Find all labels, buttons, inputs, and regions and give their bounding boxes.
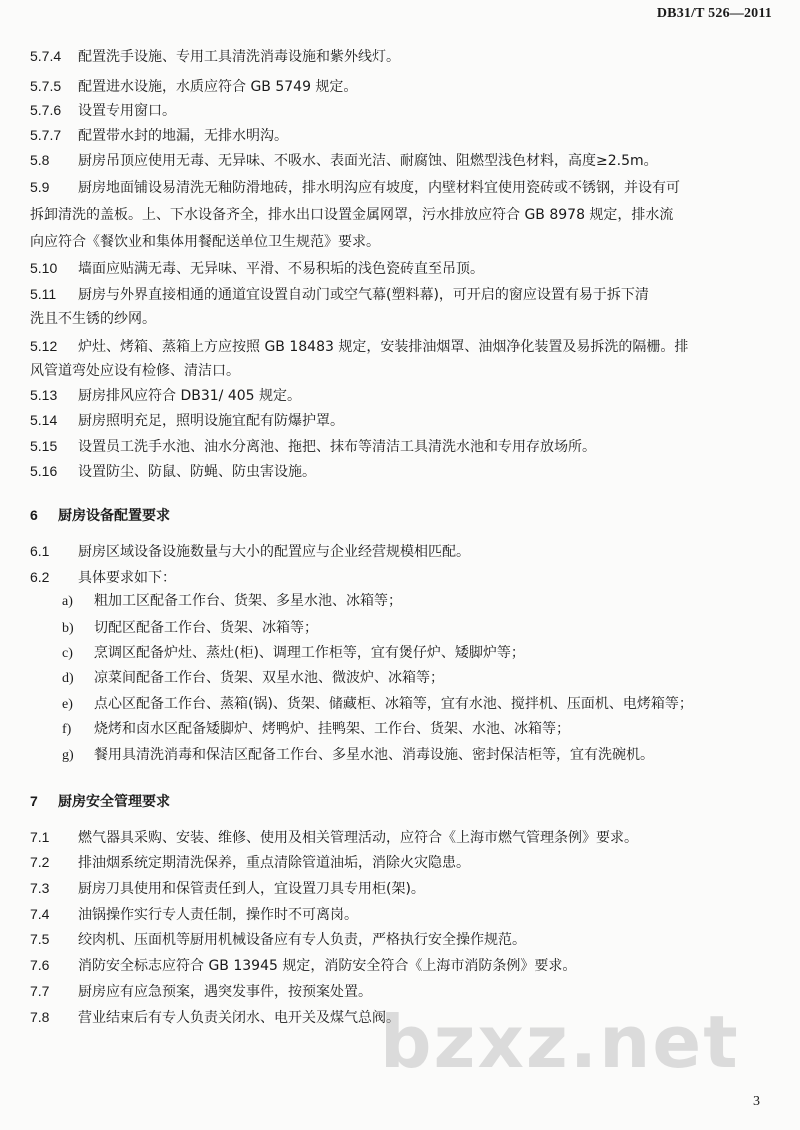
page-number: 3 [753,1094,760,1109]
clause-number: 5.9 [30,179,50,195]
clause-text: 厨房吊顶应使用无毒、无异味、不吸水、表面光洁、耐腐蚀、阻燃型浅色材料，高度≥2.5m。 [78,153,658,169]
clause-number: 5.15 [30,438,58,454]
section-number: 7 [30,793,38,809]
clause-number: 5.8 [30,152,50,168]
clause-text: 排油烟系统定期清洗保养，重点清除管道油垢，消除火灾隐患。 [78,855,470,871]
clause-number: 5.13 [30,387,58,403]
clause-text: 燃气器具采购、安装、维修、使用及相关管理活动，应符合《上海市燃气管理条例》要求。 [78,830,638,846]
clause-number: 7.6 [30,957,50,973]
list-label: f) [62,722,72,737]
clause-text: 设置专用窗口。 [78,103,176,119]
clause-7-6 [30,955,772,976]
clause-5-8 [30,150,772,171]
clause-number: 7.5 [30,931,50,947]
list-item-b [62,618,318,639]
list-item-f [62,719,570,740]
clause-text: 配置带水封的地漏，无排水明沟。 [78,128,288,144]
site-watermark: bzxz.net [380,1000,740,1084]
section-7-heading [30,791,772,812]
clause-5-7-4 [30,46,772,67]
clause-number: 5.7.6 [30,102,62,118]
list-text: 烹调区配备炉灶、蒸灶(柜)、调理工作柜等，宜有煲仔炉、矮脚炉等； [94,645,525,661]
standard-code-header: DB31/T 526—2011 [656,6,772,21]
list-label: g) [62,748,74,763]
clause-number: 5.7.7 [30,127,62,143]
clause-number: 5.7.5 [30,78,62,94]
clause-5-12-continued: 风管道弯处应设有检修、清洁口。 [30,363,240,379]
clause-5-9-continued: 向应符合《餐饮业和集体用餐配送单位卫生规范》要求。 [30,234,380,250]
clause-text: 厨房与外界直接相通的通道宜设置自动门或空气幕(塑料幕)，可开启的窗应设置有易于拆下清 [78,287,649,303]
section-title: 厨房安全管理要求 [58,794,170,810]
clause-number: 5.16 [30,463,58,479]
list-label: a) [62,594,73,609]
clause-7-3 [30,878,772,899]
list-text: 点心区配备工作台、蒸箱(锅)、货架、储藏柜、冰箱等，宜有水池、搅拌机、压面机、电烤箱等； [94,696,693,712]
clause-text: 厨房照明充足，照明设施宜配有防爆护罩。 [78,413,344,429]
clause-number: 7.4 [30,906,50,922]
list-text: 烧烤和卤水区配备矮脚炉、烤鸭炉、挂鸭架、工作台、货架、水池、冰箱等； [94,721,570,737]
list-item-e [62,694,693,715]
clause-text: 设置员工洗手水池、油水分离池、拖把、抹布等清洁工具清洗水池和专用存放场所。 [78,439,596,455]
clause-text: 厨房地面铺设易清洗无釉防滑地砖，排水明沟应有坡度，内壁材料宜使用瓷砖或不锈钢，并设有可 [78,180,680,196]
clause-5-9 [30,177,772,198]
clause-number: 7.2 [30,854,50,870]
clause-text: 炉灶、烤箱、蒸箱上方应按照 GB 18483 规定，安装排油烟罩、油烟净化装置及易拆洗的隔栅。排 [78,339,689,355]
clause-number: 5.7.4 [30,48,62,64]
list-text: 粗加工区配备工作台、货架、多星水池、冰箱等； [94,593,402,609]
clause-5-11-continued: 洗且不生锈的纱网。 [30,311,156,327]
list-label: c) [62,646,73,661]
clause-text: 墙面应贴满无毒、无异味、平滑、不易积垢的浅色瓷砖直至吊顶。 [78,261,484,277]
list-text: 餐用具清洗消毒和保洁区配备工作台、多星水池、消毒设施、密封保洁柜等，宜有洗碗机。 [94,747,654,763]
clause-number: 7.7 [30,983,50,999]
list-item-d [62,668,444,689]
clause-7-2 [30,852,772,873]
clause-text: 具体要求如下： [78,570,176,586]
clause-number: 7.1 [30,829,50,845]
clause-number: 5.14 [30,412,58,428]
clause-text: 消防安全标志应符合 GB 13945 规定，消防安全符合《上海市消防条例》要求。 [78,958,577,974]
clause-text: 厨房刀具使用和保管责任到人，宜设置刀具专用柜(架)。 [78,881,425,897]
list-text: 切配区配备工作台、货架、冰箱等； [94,620,318,636]
clause-text: 油锅操作实行专人责任制，操作时不可离岗。 [78,907,358,923]
clause-text: 设置防尘、防鼠、防蝇、防虫害设施。 [78,464,316,480]
list-item-a [62,591,402,612]
clause-5-15 [30,436,772,457]
clause-number: 7.3 [30,880,50,896]
list-item-c [62,643,525,664]
clause-7-7 [30,981,772,1002]
clause-5-13 [30,385,772,406]
list-label: b) [62,621,74,636]
clause-text: 配置进水设施，水质应符合 GB 5749 规定。 [78,79,358,95]
clause-text: 厨房区域设备设施数量与大小的配置应与企业经营规模相匹配。 [78,544,470,560]
clause-5-12 [30,336,772,357]
clause-number: 5.10 [30,260,58,276]
list-item-g [62,745,654,766]
clause-text: 厨房应有应急预案，遇突发事件，按预案处置。 [78,984,372,1000]
clause-text: 配置洗手设施、专用工具清洗消毒设施和紫外线灯。 [78,49,400,65]
clause-6-2 [30,567,772,588]
clause-5-11 [30,284,772,305]
clause-number: 6.1 [30,543,50,559]
clause-text: 厨房排风应符合 DB31/ 405 规定。 [78,388,301,404]
list-label: e) [62,697,73,712]
clause-5-7-5 [30,76,772,97]
section-title: 厨房设备配置要求 [58,508,170,524]
clause-5-7-6 [30,100,772,121]
clause-5-9-continued: 拆卸清洗的盖板。上、下水设备齐全，排水出口设置金属网罩，污水排放应符合 GB 8978 规定，排水流 [30,207,674,223]
clause-6-1 [30,541,772,562]
clause-5-16 [30,461,772,482]
clause-number: 5.11 [30,286,57,302]
section-6-heading [30,505,772,526]
clause-text: 绞肉机、压面机等厨用机械设备应有专人负责，严格执行安全操作规范。 [78,932,526,948]
clause-number: 5.12 [30,338,58,354]
clause-7-4 [30,904,772,925]
list-text: 凉菜间配备工作台、货架、双星水池、微波炉、冰箱等； [94,670,444,686]
section-number: 6 [30,507,38,523]
clause-text: 营业结束后有专人负责关闭水、电开关及煤气总阀。 [78,1010,400,1026]
clause-7-1 [30,827,772,848]
clause-5-7-7 [30,125,772,146]
clause-7-5 [30,929,772,950]
list-label: d) [62,671,74,686]
clause-5-10 [30,258,772,279]
clause-number: 6.2 [30,569,50,585]
clause-number: 7.8 [30,1009,50,1025]
clause-5-14 [30,410,772,431]
